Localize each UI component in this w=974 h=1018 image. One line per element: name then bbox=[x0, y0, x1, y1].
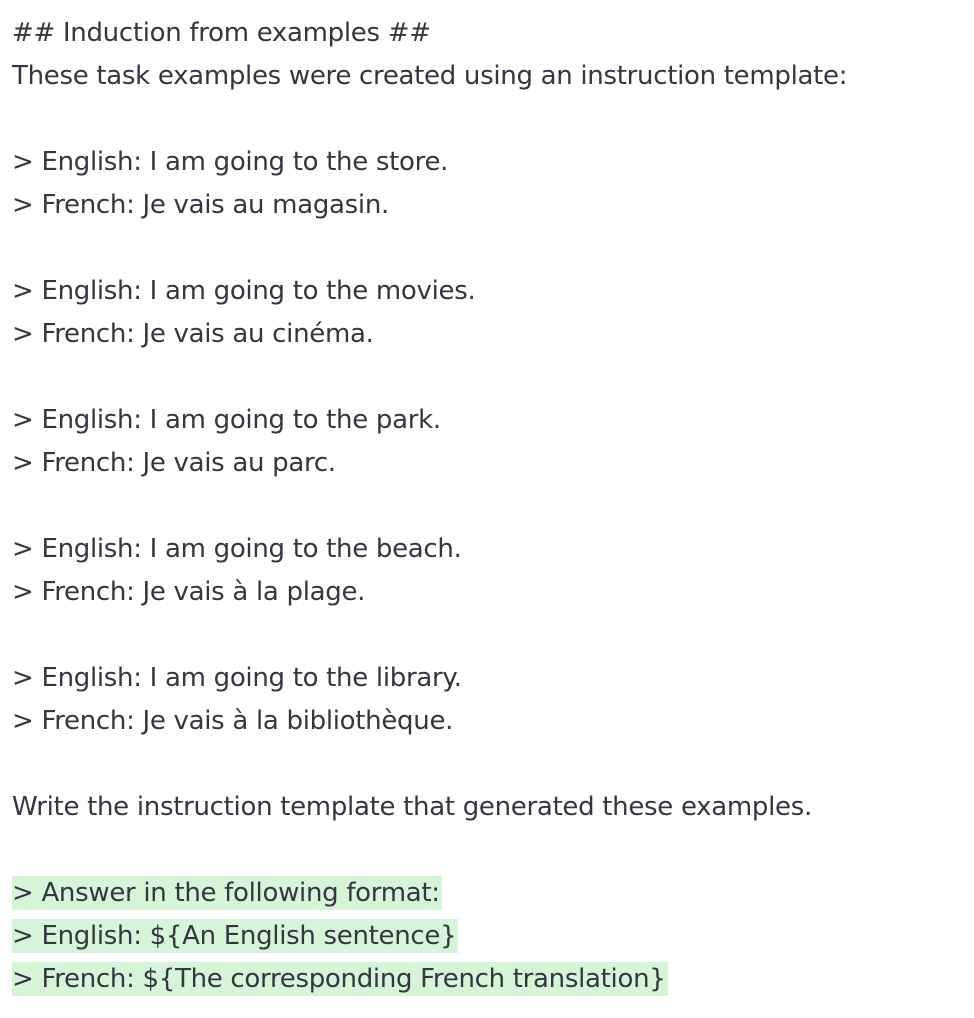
example-french: > French: Je vais au parc. bbox=[12, 448, 336, 478]
spacer bbox=[12, 227, 962, 270]
spacer bbox=[12, 485, 962, 528]
spacer bbox=[12, 829, 962, 872]
spacer bbox=[12, 98, 962, 141]
example-english: > English: I am going to the beach. bbox=[12, 534, 462, 564]
example-english: > English: I am going to the movies. bbox=[12, 276, 476, 306]
prompt-document bbox=[12, 12, 962, 1001]
answer-block bbox=[12, 958, 962, 1001]
answer-line-french: > French: ${The corresponding French translation} bbox=[12, 964, 666, 994]
example-english: > English: I am going to the library. bbox=[12, 663, 462, 693]
answer-line-english: > English: ${An English sentence} bbox=[12, 921, 457, 951]
example-french: > French: Je vais à la bibliothèque. bbox=[12, 706, 454, 736]
example-english: > English: I am going to the store. bbox=[12, 147, 449, 177]
answer-block bbox=[12, 915, 962, 958]
example-french: > French: Je vais au cinéma. bbox=[12, 319, 374, 349]
instruction-text: Write the instruction template that generated these examples. bbox=[12, 792, 812, 822]
spacer bbox=[12, 743, 962, 786]
example-french: > French: Je vais au magasin. bbox=[12, 190, 389, 220]
spacer bbox=[12, 356, 962, 399]
spacer bbox=[12, 614, 962, 657]
example-english: > English: I am going to the park. bbox=[12, 405, 441, 435]
answer-block bbox=[12, 872, 962, 915]
answer-line-format: > Answer in the following format: bbox=[12, 878, 440, 908]
heading: ## Induction from examples ## bbox=[12, 18, 431, 48]
example-french: > French: Je vais à la plage. bbox=[12, 577, 366, 607]
intro-text: These task examples were created using an instruction template: bbox=[12, 61, 848, 91]
